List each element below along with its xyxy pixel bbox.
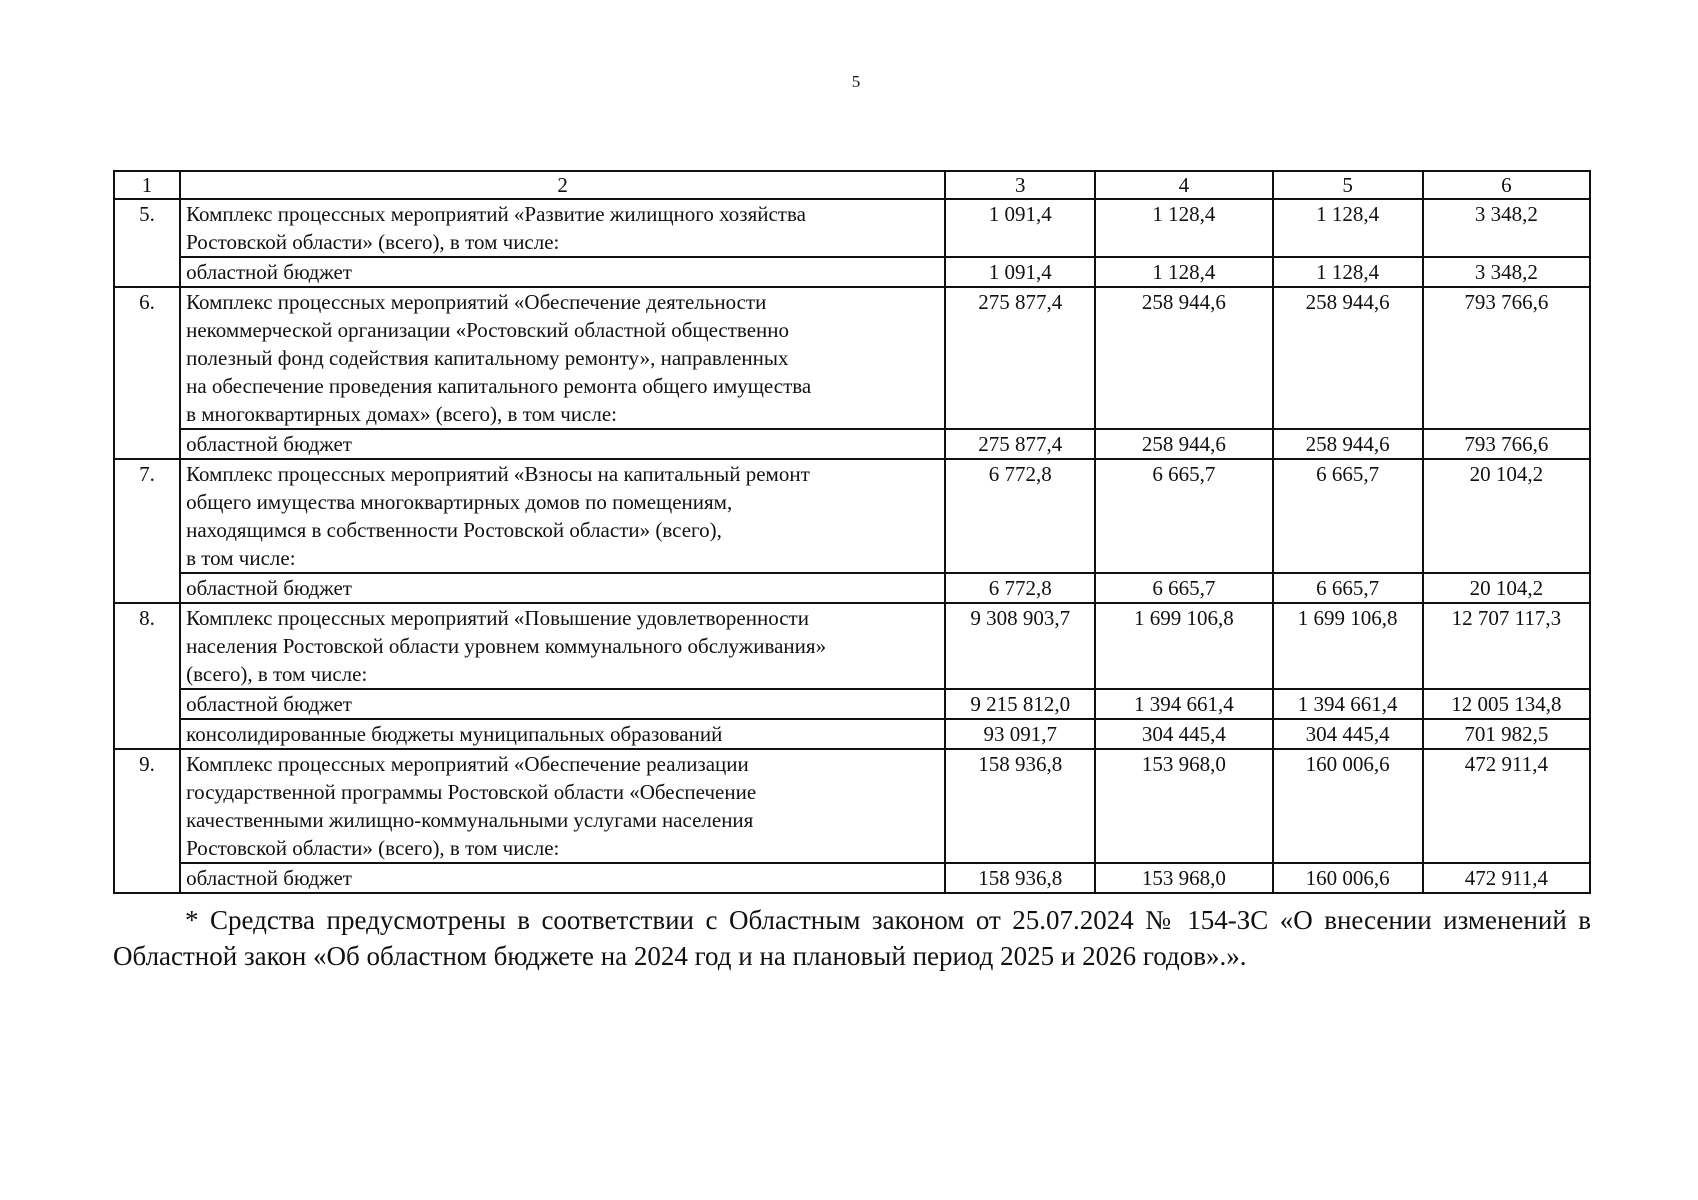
value-cell: 20 104,2 [1423, 459, 1590, 573]
row-number-cell: 9. [114, 749, 180, 893]
value-cell: 3 348,2 [1423, 257, 1590, 287]
budget-table [113, 170, 1591, 894]
description-cell: консолидированные бюджеты муниципальных образований [180, 719, 945, 749]
value-cell: 6 665,7 [1095, 573, 1272, 603]
table-row-main [114, 749, 1590, 863]
value-cell: 153 968,0 [1095, 863, 1272, 893]
value-cell: 793 766,6 [1423, 287, 1590, 429]
row-number-cell: 6. [114, 287, 180, 459]
table-row-sub [114, 573, 1590, 603]
table-row-sub [114, 719, 1590, 749]
table-row-main [114, 199, 1590, 257]
description-cell: областной бюджет [180, 863, 945, 893]
value-cell: 793 766,6 [1423, 429, 1590, 459]
value-cell: 1 394 661,4 [1095, 689, 1272, 719]
value-cell: 12 707 117,3 [1423, 603, 1590, 689]
value-cell: 1 699 106,8 [1095, 603, 1272, 689]
table-row-sub [114, 257, 1590, 287]
value-cell: 153 968,0 [1095, 749, 1272, 863]
column-number-header: 4 [1095, 171, 1272, 199]
value-cell: 1 091,4 [945, 199, 1095, 257]
description-cell: Комплекс процессных мероприятий «Повышение удовлетворенности населения Ростовской области уровнем коммунального обслуживания» (всего), в том числе: [180, 603, 945, 689]
table-row-sub [114, 863, 1590, 893]
table-row-main [114, 459, 1590, 573]
value-cell: 93 091,7 [945, 719, 1095, 749]
description-cell: областной бюджет [180, 689, 945, 719]
value-cell: 9 215 812,0 [945, 689, 1095, 719]
value-cell: 3 348,2 [1423, 199, 1590, 257]
value-cell: 258 944,6 [1273, 287, 1423, 429]
value-cell: 6 665,7 [1095, 459, 1272, 573]
value-cell: 1 128,4 [1273, 199, 1423, 257]
value-cell: 6 772,8 [945, 573, 1095, 603]
value-cell: 1 128,4 [1273, 257, 1423, 287]
description-cell: областной бюджет [180, 257, 945, 287]
row-number-cell: 5. [114, 199, 180, 287]
value-cell: 6 665,7 [1273, 573, 1423, 603]
value-cell: 275 877,4 [945, 429, 1095, 459]
value-cell: 304 445,4 [1273, 719, 1423, 749]
description-cell: Комплекс процессных мероприятий «Взносы на капитальный ремонт общего имущества многоквартирных домов по помещениям, находящимся в собственности Ростовской области» (всего), в том числе: [180, 459, 945, 573]
value-cell: 1 091,4 [945, 257, 1095, 287]
value-cell: 1 394 661,4 [1273, 689, 1423, 719]
description-cell: Комплекс процессных мероприятий «Обеспечение деятельности некоммерческой организации «Ростовский областной общественно полезный фонд содействия капитальному ремонту», направленных на обеспечение проведения капитального ремонта общего имущества в многоквартирных домах» (всего), в том числе: [180, 287, 945, 429]
description-cell: Комплекс процессных мероприятий «Развитие жилищного хозяйства Ростовской области» (всего), в том числе: [180, 199, 945, 257]
value-cell: 160 006,6 [1273, 749, 1423, 863]
description-cell: Комплекс процессных мероприятий «Обеспечение реализации государственной программы Ростовской области «Обеспечение качественными жилищно-коммунальными услугами населения Ростовской области» (всего), в том числе: [180, 749, 945, 863]
value-cell: 1 128,4 [1095, 257, 1272, 287]
table-header-row [114, 171, 1590, 199]
table-row-main [114, 287, 1590, 429]
table-row-main [114, 603, 1590, 689]
value-cell: 9 308 903,7 [945, 603, 1095, 689]
table-row-sub [114, 429, 1590, 459]
value-cell: 20 104,2 [1423, 573, 1590, 603]
footnote-text: * Средства предусмотрены в соответствии с Областным законом от 25.07.2024 № 154-ЗС «О внесении изменений в Областной закон «Об областном бюджете на 2024 год и на плановый период 2025 и 2026 годов».». [113, 905, 1591, 971]
value-cell: 304 445,4 [1095, 719, 1272, 749]
value-cell: 6 772,8 [945, 459, 1095, 573]
value-cell: 275 877,4 [945, 287, 1095, 429]
table-body [114, 171, 1590, 893]
value-cell: 258 944,6 [1095, 429, 1272, 459]
column-number-header: 1 [114, 171, 180, 199]
value-cell: 158 936,8 [945, 863, 1095, 893]
footnote [113, 902, 1591, 974]
value-cell: 1 699 106,8 [1273, 603, 1423, 689]
description-cell: областной бюджет [180, 429, 945, 459]
value-cell: 258 944,6 [1095, 287, 1272, 429]
value-cell: 6 665,7 [1273, 459, 1423, 573]
value-cell: 472 911,4 [1423, 749, 1590, 863]
column-number-header: 5 [1273, 171, 1423, 199]
column-number-header: 2 [180, 171, 945, 199]
row-number-cell: 8. [114, 603, 180, 749]
page-number: 5 [851, 72, 861, 91]
value-cell: 160 006,6 [1273, 863, 1423, 893]
value-cell: 1 128,4 [1095, 199, 1272, 257]
value-cell: 12 005 134,8 [1423, 689, 1590, 719]
value-cell: 472 911,4 [1423, 863, 1590, 893]
table-row-sub [114, 689, 1590, 719]
value-cell: 258 944,6 [1273, 429, 1423, 459]
description-cell: областной бюджет [180, 573, 945, 603]
value-cell: 158 936,8 [945, 749, 1095, 863]
column-number-header: 3 [945, 171, 1095, 199]
row-number-cell: 7. [114, 459, 180, 603]
value-cell: 701 982,5 [1423, 719, 1590, 749]
column-number-header: 6 [1423, 171, 1590, 199]
